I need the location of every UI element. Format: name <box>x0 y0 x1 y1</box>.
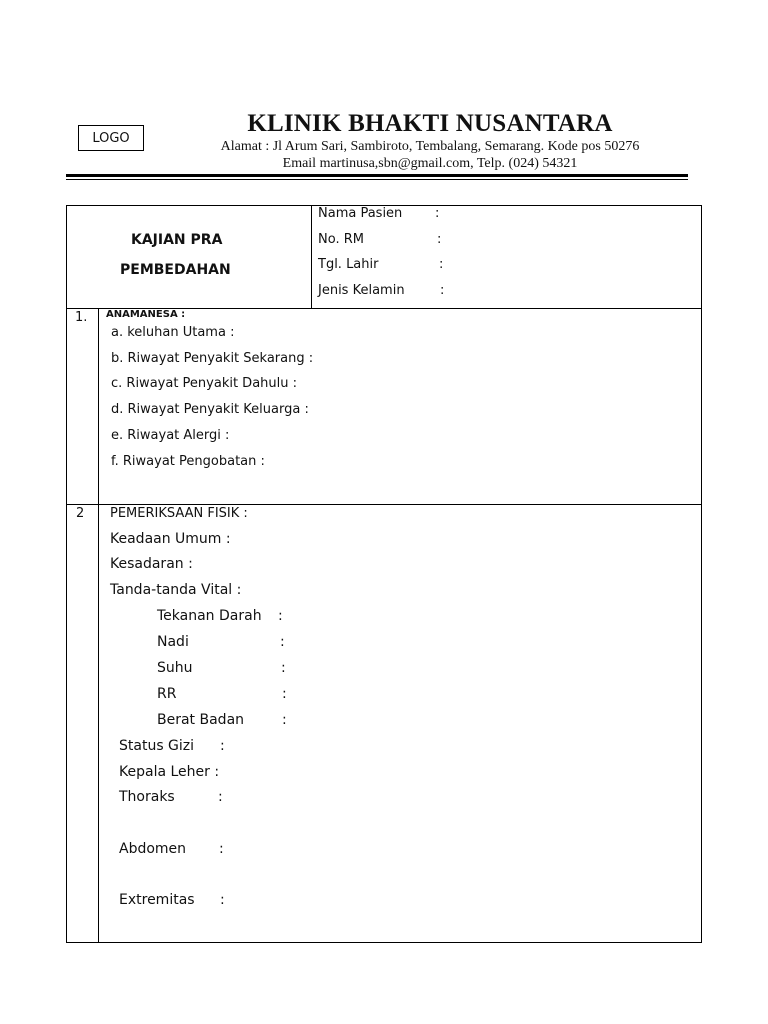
exam-label-thoraks: Thoraks <box>119 789 175 805</box>
anamnesa-item: a. keluhan Utama : <box>111 325 235 340</box>
field-colon: : <box>281 660 286 676</box>
exam-label-status-gizi: Status Gizi <box>119 738 195 754</box>
field-label-jenis-kelamin: Jenis Kelamin <box>318 283 405 298</box>
vital-label-suhu: Suhu <box>157 660 193 676</box>
table-border-right <box>701 205 702 943</box>
header-rule-thin <box>66 179 688 180</box>
form-title-line1: KAJIAN PRA <box>131 232 223 248</box>
field-colon: : <box>280 634 285 650</box>
exam-item-kepala-leher: Kepala Leher : <box>119 764 220 780</box>
clinic-name: KLINIK BHAKTI NUSANTARA <box>247 110 613 137</box>
field-colon: : <box>439 257 444 272</box>
vital-label-tekanan-darah: Tekanan Darah <box>157 608 262 624</box>
vital-label-nadi: Nadi <box>157 634 189 650</box>
anamnesa-item: b. Riwayat Penyakit Sekarang : <box>111 351 314 366</box>
field-colon: : <box>282 712 287 728</box>
section-number: 2 <box>76 506 85 521</box>
number-column-divider <box>98 308 99 943</box>
field-label-no-rm: No. RM <box>318 232 364 247</box>
field-colon: : <box>218 789 223 805</box>
anamnesa-item: c. Riwayat Penyakit Dahulu : <box>111 376 298 391</box>
field-colon: : <box>282 686 287 702</box>
anamnesa-item: f. Riwayat Pengobatan : <box>111 454 265 469</box>
section-heading: PEMERIKSAAN FISIK : <box>110 506 248 521</box>
vital-label-rr: RR <box>157 686 177 702</box>
exam-item-tanda-vital: Tanda-tanda Vital : <box>110 582 242 598</box>
field-label-tgl-lahir: Tgl. Lahir <box>318 257 379 272</box>
field-colon: : <box>219 841 224 857</box>
field-colon: : <box>440 283 445 298</box>
field-colon: : <box>435 206 440 221</box>
exam-label-abdomen: Abdomen <box>119 841 187 857</box>
field-colon: : <box>220 738 225 754</box>
exam-label-extremitas: Extremitas <box>119 892 195 908</box>
table-border-left <box>66 205 67 943</box>
row-divider-2 <box>66 504 702 505</box>
exam-item-kesadaran: Kesadaran : <box>110 556 193 572</box>
field-label-nama-pasien: Nama Pasien <box>318 206 403 221</box>
form-title-line2: PEMBEDAHAN <box>120 262 231 278</box>
field-colon: : <box>437 232 442 247</box>
logo-placeholder: LOGO <box>78 125 144 151</box>
section-number: 1. <box>75 310 88 325</box>
title-divider <box>311 205 312 308</box>
clinic-address: Alamat : Jl Arum Sari, Sambiroto, Tembalang, Semarang. Kode pos 50276 <box>220 139 640 154</box>
anamnesa-item: d. Riwayat Penyakit Keluarga : <box>111 402 309 417</box>
table-border-bottom <box>66 942 702 943</box>
clinic-contact: Email martinusa,sbn@gmail.com, Telp. (024) 54321 <box>282 156 578 171</box>
vital-label-berat-badan: Berat Badan <box>157 712 245 728</box>
exam-item-keadaan-umum: Keadaan Umum : <box>110 531 231 547</box>
field-colon: : <box>220 892 225 908</box>
header-rule-thick <box>66 174 688 177</box>
section-heading: ANAMANESA : <box>106 309 186 320</box>
field-colon: : <box>278 608 283 624</box>
anamnesa-item: e. Riwayat Alergi : <box>111 428 230 443</box>
